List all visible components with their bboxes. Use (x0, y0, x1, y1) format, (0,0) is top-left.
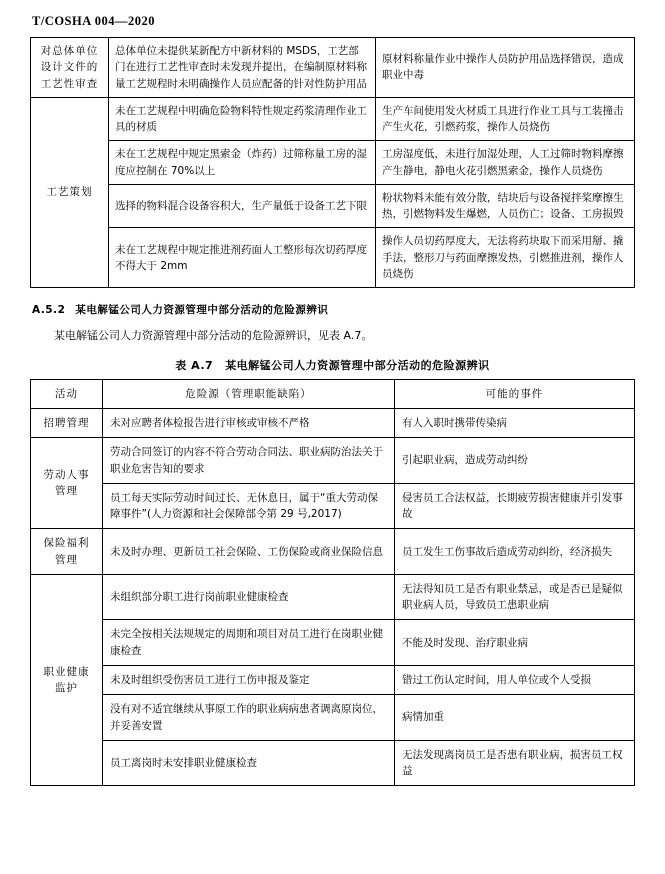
section-number: A.5.2 (32, 304, 66, 317)
event-cell: 生产车间使用发火材质工具进行作业工具与工装撞击产生火花，引燃药浆，操作人员烧伤 (376, 97, 635, 141)
hazard-cell: 没有对不适宜继续从事原工作的职业病病患者调离原岗位，并妥善安置 (103, 695, 395, 741)
hazard-cell: 未对应聘者体检报告进行审核或审核不严格 (103, 409, 395, 438)
table-row (31, 574, 635, 620)
category-cell: 对总体单位设计文件的工艺性审查 (31, 38, 109, 98)
activity-cell: 职业健康监护 (31, 574, 103, 785)
table-row (31, 184, 635, 228)
event-cell: 无法得知员工是否有职业禁忌，或是否已是疑似职业病人员，导致员工患职业病 (395, 574, 635, 620)
table-row (31, 620, 635, 666)
event-cell: 病情加重 (395, 695, 635, 741)
table-row (31, 97, 635, 141)
table-row (31, 409, 635, 438)
event-cell: 操作人员切药厚度大，无法将药块取下而采用掰、撬手法，整形刀与药面摩擦发热，引燃推进剂，操作人员烧伤 (376, 228, 635, 288)
table-row (31, 38, 635, 98)
event-cell: 粉状物料未能有效分散，结块后与设备搅拌桨摩擦生热，引燃物料发生爆燃，人员伤亡；设备、工房损毁 (376, 184, 635, 228)
event-cell: 引起职业病，造成劳动纠纷 (395, 438, 635, 484)
section-heading (32, 302, 635, 317)
hazard-cell: 未完全按相关法规规定的周期和项目对员工进行在岗职业健康检查 (103, 620, 395, 666)
event-cell: 无法发现离岗员工是否患有职业病，损害员工权益 (395, 740, 635, 786)
hazard-cell: 未在工艺规程中规定推进剂药面人工整形每次切药厚度不得大于 2mm (109, 228, 376, 288)
table-caption (30, 357, 635, 373)
hazard-table-2 (30, 379, 635, 787)
hazard-cell: 总体单位未提供某新配方中新材料的 MSDS，工艺部门在进行工艺性审查时未发现并提出，在编制原材料称量工艺规程时未明确操作人员应配备的针对性防护用品 (109, 38, 376, 98)
section-paragraph: 某电解锰公司人力资源管理中部分活动的危险源辨识，见表 A.7。 (54, 329, 373, 343)
event-cell: 有人入职时携带传染病 (395, 409, 635, 438)
event-cell: 员工发生工伤事故后造成劳动纠纷，经济损失 (395, 529, 635, 575)
page-header: T/COSHA 004—2020 (32, 14, 155, 28)
table-row (31, 141, 635, 185)
table-row (31, 665, 635, 694)
hazard-cell: 未组织部分职工进行岗前职业健康检查 (103, 574, 395, 620)
hazard-cell: 未在工艺规程中规定黑索金（炸药）过筛称量工房的湿度应控制在 70%以上 (109, 141, 376, 185)
event-cell: 侵害员工合法权益，长期疲劳损害健康并引发事故 (395, 483, 635, 529)
activity-cell: 保险福利管理 (31, 529, 103, 575)
table-row (31, 228, 635, 288)
hazard-cell: 劳动合同签订的内容不符合劳动合同法、职业病防治法关于职业危害告知的要求 (103, 438, 395, 484)
table-header-row (31, 379, 635, 408)
section-title: 某电解锰公司人力资源管理中部分活动的危险源辨识 (75, 304, 329, 317)
event-cell: 原材料称量作业中操作人员防护用品选择错误，造成职业中毒 (376, 38, 635, 98)
column-header-activity: 活动 (31, 379, 103, 408)
hazard-cell: 未在工艺规程中明确危险物料特性规定药浆清理作业工具的材质 (109, 97, 376, 141)
activity-cell: 招聘管理 (31, 409, 103, 438)
hazard-cell: 员工离岗时未安排职业健康检查 (103, 740, 395, 786)
activity-cell: 劳动人事管理 (31, 438, 103, 529)
table-row (31, 483, 635, 529)
table-caption-number: 表 A.7 (175, 358, 214, 372)
column-header-hazard: 危险源（管理职能缺陷） (103, 379, 395, 408)
table-row (31, 438, 635, 484)
hazard-cell: 未及时组织受伤害员工进行工伤申报及鉴定 (103, 665, 395, 694)
hazard-table-1 (30, 37, 635, 288)
table-row (31, 695, 635, 741)
table-row (31, 740, 635, 786)
table-row (31, 529, 635, 575)
event-cell: 错过工伤认定时间，用人单位或个人受损 (395, 665, 635, 694)
hazard-cell: 未及时办理、更新员工社会保险、工伤保险或商业保险信息 (103, 529, 395, 575)
category-cell: 工艺策划 (31, 97, 109, 287)
table-caption-title: 某电解锰公司人力资源管理中部分活动的危险源辨识 (225, 358, 490, 372)
column-header-event: 可能的事件 (395, 379, 635, 408)
hazard-cell: 选择的物料混合设备容积大，生产量低于设备工艺下限 (109, 184, 376, 228)
event-cell: 工房湿度低，未进行加湿处理，人工过筛时物料摩擦产生静电，静电火花引燃黑索金，操作人员烧伤 (376, 141, 635, 185)
hazard-cell: 员工每天实际劳动时间过长、无休息日，属于“重大劳动保障事件”(人力资源和社会保障部令第 29 号,2017) (103, 483, 395, 529)
event-cell: 不能及时发现、治疗职业病 (395, 620, 635, 666)
